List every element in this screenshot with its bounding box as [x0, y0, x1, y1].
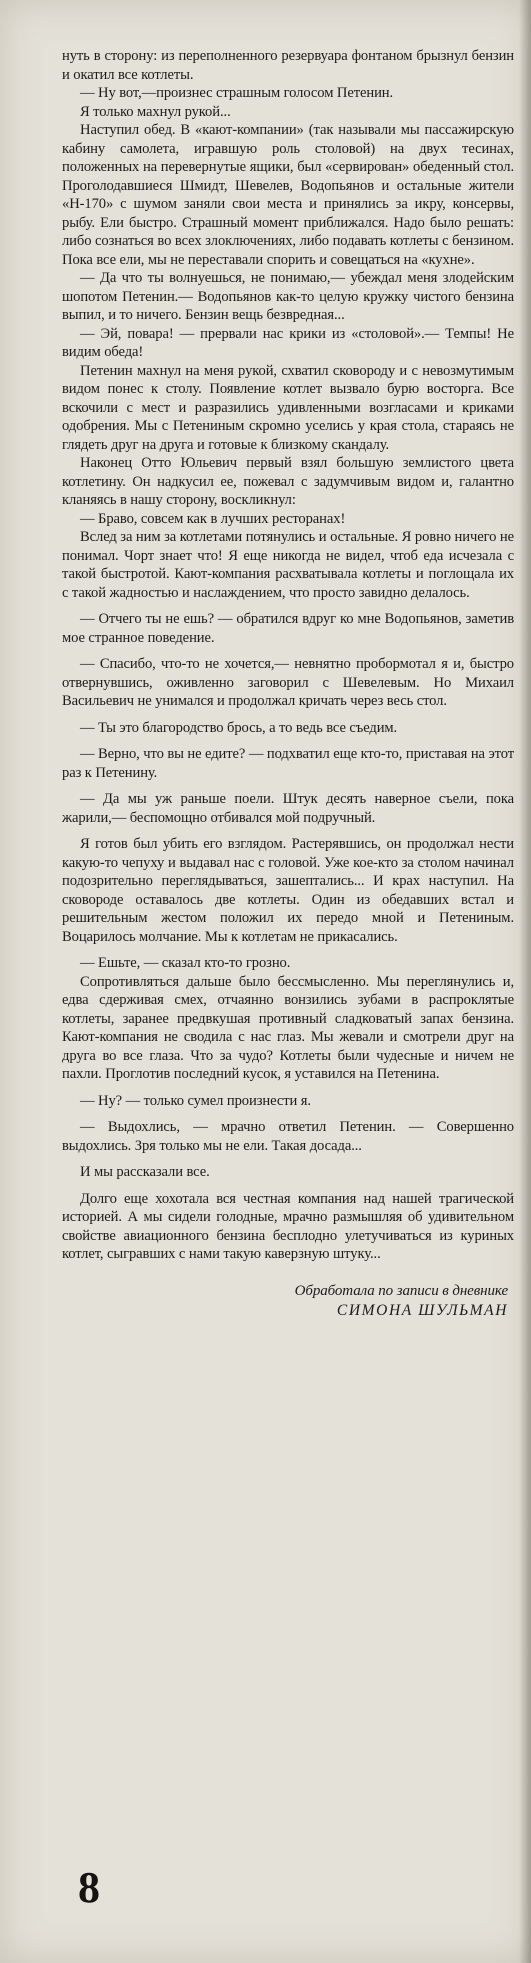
paragraph: Я только махнул рукой... — [80, 103, 231, 120]
paragraph: — Да что ты волнуешься, не понимаю,— убеждал меня злодейским шопотом Петенин.— Водопьянов как-то целую кружку чистого бензина выпил, и то ничего. Бензин вещь безвредная... — [62, 270, 514, 323]
paragraph: нуть в сторону: из переполненного резервуара фонтаном брызнул бензин и окатил все котлеты. — [62, 48, 514, 83]
paragraph: — Ну вот,—произнес страшным голосом Петенин. — [80, 85, 394, 101]
signature-credit-line: Обработала по записи в дневнике — [294, 1282, 508, 1299]
paragraph: Наступил обед. В «кают-компании» (так называли мы пассажирскую кабину самолета, игравшую роль столовой) на двух тесинах, положенных на перевернутые ящики, был «сервирован» обеденный стол. Проголодавшиеся Шмидт, Шевелев, Водопьянов и остальные жители «Н-170» с шумом заняли свои места и принялись за икру, консервы, рыбу. Ели быстро. Страшный момент приближался. Надо было решать: либо сознаться во всех злоключениях, либо подавать котлеты с бензином. Пока все ели, мы не переставали спорить и совещаться на «кухне». — [62, 122, 514, 268]
author-signature — [62, 1282, 514, 1320]
paragraph: Наконец Отто Юльевич первый взял большую землистого цвета котлетину. Он надкусил ее, пожевал с задумчивым видом и, галантно кланяясь в нашу сторону, воскликнул: — [62, 455, 514, 508]
paragraph: — Выдохлись, — мрачно ответил Петенин. — Совершенно выдохлись. Зря только мы не ели. Такая досада... — [62, 1119, 514, 1154]
paragraph: Я готов был убить его взглядом. Растерявшись, он продолжал нести какую-то чепуху и выдавал нас с головой. Уже кое-кто за столом начинал подозрительно переглядываться, зашептались... И крах наступил. На сковороде оставалось две котлеты. Один из обедавших встал и решительным жестом положил их передо мной и Петениным. Воцарилось молчание. Мы к котлетам не прикасались. — [62, 836, 514, 945]
paragraph: И мы рассказали все. — [80, 1164, 210, 1180]
paragraph: — Ну? — только сумел произнести я. — [80, 1092, 311, 1109]
paragraph: — Да мы уж раньше поели. Штук десять наверное съели, пока жарили,— беспомощно отбивался мой подручный. — [62, 791, 514, 826]
paragraph: — Ты это благородство брось, а то ведь все съедим. — [80, 719, 398, 736]
page-edge-shadow — [519, 0, 531, 1963]
paragraph: Петенин махнул на меня рукой, схватил сковороду и с невозмутимым видом понес к столу. Появление котлет вызвало бурю восторга. Все вскочили с мест и разразились удивленными возгласами и криками одобрения. Мы с Петениным скромно уселись у края стола, стараясь не глядеть друг на друга и готовые к близкому скандалу. — [62, 362, 514, 453]
paragraph: Сопротивляться дальше было бессмысленно. Мы переглянулись и, едва сдерживая смех, отчаянно вонзились зубами в распроклятые котлеты, заранее предвкушая противный сладковатый запах бензина. Кают-компания не сводила с нас глаз. Мы жевали и смотрели друг на друга во все глаза. Что за чудо? Котлеты были чудесные и ничем не пахли. Проглотив последний кусок, я уставился на Петенина. — [62, 973, 514, 1082]
paragraph: — Эй, повара! — прервали нас крики из «столовой».— Темпы! Не видим обеда! — [62, 325, 514, 360]
article-column — [62, 47, 514, 1320]
paragraph: — Ешьте, — сказал кто-то грозно. — [80, 955, 291, 971]
paragraph: — Верно, что вы не едите? — подхватил еще кто-то, приставая на этот раз к Петенину. — [62, 746, 514, 781]
paragraph: — Спасибо, что-то не хочется,— невнятно пробормотал я и, быстро отвернувшись, оживленно заговорил с Шевелевым. Но Михаил Васильевич не унимался и продолжал кричать через весь стол. — [62, 656, 514, 709]
paragraph: Долго еще хохотала вся честная компания над нашей трагической историей. А мы сидели голодные, мрачно размышляя об удивительном свойстве авиационного бензина бесплодно улетучиваться из куриных котлет, сыгравших с нами такую каверзную штуку... — [62, 1190, 514, 1262]
paragraph: — Отчего ты не ешь? — обратился вдруг ко мне Водопьянов, заметив мое странное поведение. — [62, 611, 514, 646]
page-number: 8 — [78, 1863, 100, 1912]
paragraph: Вслед за ним за котлетами потянулись и остальные. Я ровно ничего не понимал. Чорт знает что! Я еще никогда не видел, чтоб еда исчезала с такой быстротой. Кают-компания расхватывала котлеты и поглощала их с такой жадностью и наслаждением, что просто завидно делалось. — [62, 529, 514, 601]
paragraph: — Браво, совсем как в лучших ресторанах! — [80, 510, 346, 527]
signature-author-name: СИМОНА ШУЛЬМАН — [336, 1301, 508, 1319]
